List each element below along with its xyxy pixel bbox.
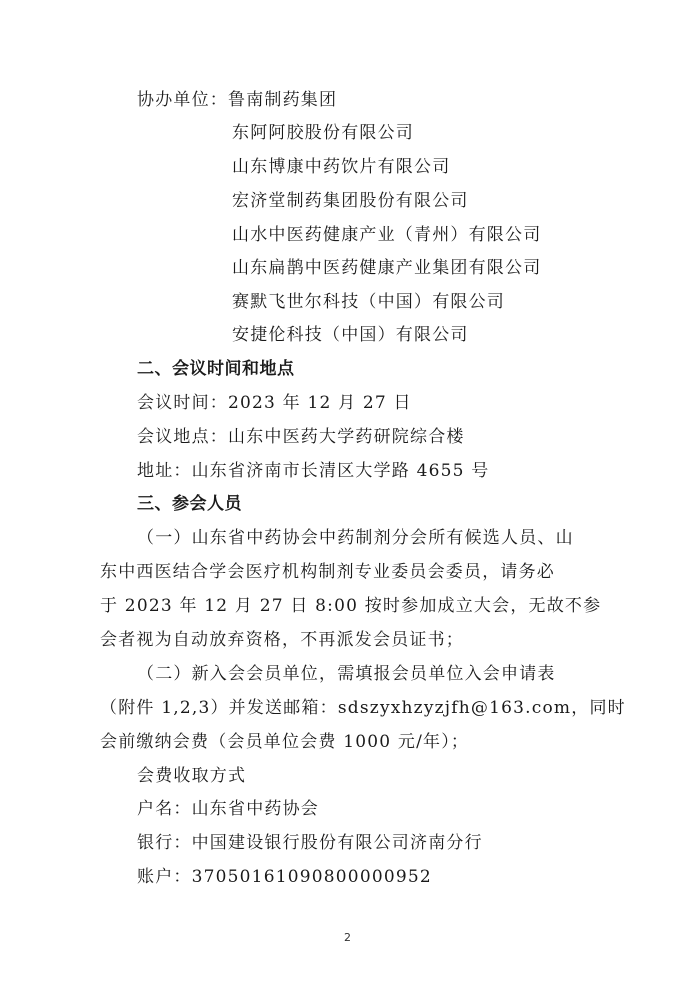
cosponsors-first-line (137, 89, 337, 111)
meeting-time: 会议时间：2023 年 12 月 27 日 (137, 393, 412, 413)
page-number: 2 (344, 931, 351, 944)
cosponsors-label: 协办单位： (137, 90, 228, 110)
fee-method: 会费收取方式 (137, 766, 247, 786)
cosponsor-item: 安捷伦科技（中国）有限公司 (232, 325, 469, 345)
cosponsor-item: 山东博康中药饮片有限公司 (232, 157, 451, 177)
paragraph-line: 会者视为自动放弃资格，不再派发会员证书； (100, 630, 464, 650)
paragraph-line: （二）新入会会员单位，需填报会员单位入会申请表 (137, 664, 556, 684)
cosponsor-item: 赛默飞世尔科技（中国）有限公司 (232, 292, 505, 312)
section-heading-time-venue: 二、会议时间和地点 (137, 359, 295, 379)
meeting-venue: 会议地点：山东中医药大学药研院综合楼 (137, 427, 465, 447)
cosponsor-item: 鲁南制药集团 (228, 90, 338, 110)
cosponsor-item: 宏济堂制药集团股份有限公司 (232, 191, 469, 211)
paragraph-line: 于 2023 年 12 月 27 日 8:00 按时参加成立大会，无故不参 (100, 596, 602, 616)
cosponsor-item: 山水中医药健康产业（青州）有限公司 (232, 225, 542, 245)
paragraph-line: （附件 1,2,3）并发送邮箱：sdszyxhzyzjfh@163.com，同时 (100, 698, 626, 718)
meeting-address: 地址：山东省济南市长清区大学路 4655 号 (137, 461, 490, 481)
bank-name: 银行：中国建设银行股份有限公司济南分行 (137, 833, 483, 853)
section-heading-attendees: 三、参会人员 (137, 494, 242, 514)
account-name: 户名：山东省中药协会 (137, 799, 319, 819)
cosponsor-item: 山东扁鹊中医药健康产业集团有限公司 (232, 258, 542, 278)
paragraph-line: 会前缴纳会费（会员单位会费 1000 元/年）； (100, 732, 470, 752)
paragraph-line: （一）山东省中药协会中药制剂分会所有候选人员、山 (137, 528, 574, 548)
cosponsor-item: 东阿阿胶股份有限公司 (232, 123, 414, 143)
account-number: 账户：37050161090800000952 (137, 867, 432, 887)
paragraph-line: 东中西医结合学会医疗机构制剂专业委员会委员，请务必 (100, 562, 555, 582)
